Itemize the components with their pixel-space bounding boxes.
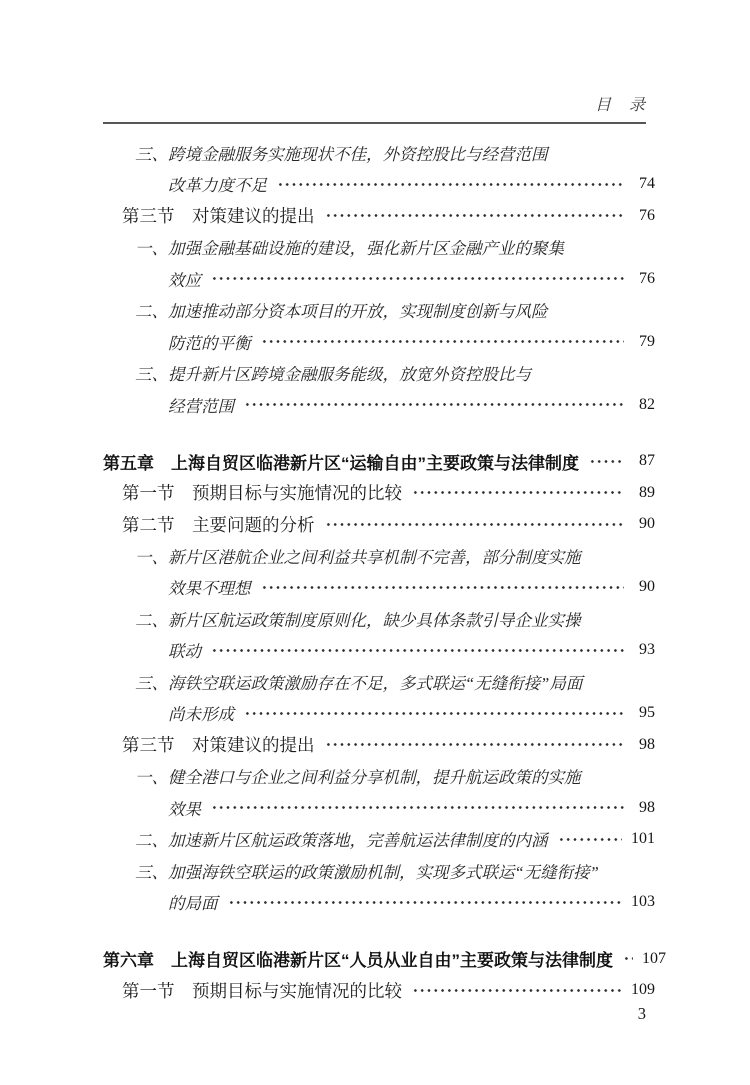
toc-page-number: 79	[639, 332, 655, 350]
dot-leader	[261, 572, 625, 604]
toc-entry-text: 第三节 对策建议的提出	[122, 735, 315, 756]
toc-page-number: 103	[631, 893, 655, 911]
toc-entry-continuation	[103, 887, 655, 919]
toc-entry	[103, 729, 655, 761]
toc-entry-chapter	[103, 446, 655, 478]
toc-entry-text: 经营范围	[168, 396, 234, 416]
toc-entry-continuation	[103, 572, 655, 604]
toc-page-number: 107	[642, 949, 666, 967]
toc-entry	[103, 824, 655, 856]
toc-entry-continuation	[103, 792, 655, 824]
toc-entry-text: 二、加速推动部分资本项目的开放，实现制度创新与风险	[135, 302, 548, 322]
dot-leader	[244, 698, 624, 730]
toc-page-number: 90	[639, 515, 655, 533]
page-header	[103, 92, 646, 124]
dot-leader	[211, 263, 624, 295]
toc-page-number: 74	[639, 175, 655, 193]
dot-leader	[558, 824, 623, 856]
toc-entry-text: 效应	[168, 270, 201, 290]
toc-entry-continuation	[103, 169, 655, 201]
toc-page-number: 90	[639, 578, 655, 596]
toc-page-number: 89	[639, 483, 655, 501]
toc-entry-text: 效果	[168, 799, 201, 819]
dot-leader	[277, 169, 624, 201]
toc-entry-continuation	[103, 389, 655, 421]
dot-leader	[412, 477, 624, 509]
toc-page-number: 101	[631, 830, 655, 848]
toc-list	[103, 137, 666, 1006]
dot-leader	[228, 887, 623, 919]
dot-leader	[325, 729, 625, 761]
toc-entry	[103, 358, 655, 390]
toc-entry-text: 第三节 对策建议的提出	[122, 206, 315, 227]
toc-entry-text: 一、健全港口与企业之间利益分享机制，提升航运政策的实施	[135, 768, 581, 788]
toc-entry-text: 效果不理想	[168, 579, 251, 599]
toc-entry	[103, 666, 655, 698]
dot-leader	[589, 446, 624, 478]
toc-entry-text: 第一节 预期目标与实施情况的比较	[122, 980, 402, 1001]
toc-entry	[103, 200, 655, 232]
header-title: 目 录	[594, 97, 646, 114]
toc-entry	[103, 509, 655, 541]
toc-entry-text: 二、新片区航运政策制度原则化，缺少具体条款引导企业实操	[135, 610, 581, 630]
toc-entry	[103, 975, 655, 1007]
toc-entry-text: 一、加强金融基础设施的建设，强化新片区金融产业的聚集	[135, 239, 564, 259]
toc-page-number: 95	[639, 704, 655, 722]
toc-page-number: 93	[639, 641, 655, 659]
dot-leader	[244, 389, 624, 421]
toc-entry-text: 第二节 主要问题的分析	[122, 514, 315, 535]
toc-page-number: 109	[631, 981, 655, 999]
toc-page-number: 82	[639, 395, 655, 413]
toc-entry-text: 第五章 上海自贸区临港新片区“运输自由”主要政策与法律制度	[103, 453, 579, 473]
toc-entry-text: 第一节 预期目标与实施情况的比较	[122, 483, 402, 504]
toc-entry-text: 第六章 上海自贸区临港新片区“人员从业自由”主要政策与法律制度	[103, 951, 613, 971]
toc-entry-text: 改革力度不足	[168, 176, 267, 196]
toc-page-number: 98	[639, 798, 655, 816]
toc-entry-text: 一、新片区港航企业之间利益共享机制不完善，部分制度实施	[135, 547, 581, 567]
dot-leader	[211, 635, 624, 667]
toc-entry	[103, 477, 655, 509]
toc-entry-continuation	[103, 635, 655, 667]
toc-page-number: 76	[639, 269, 655, 287]
dot-leader	[261, 326, 625, 358]
toc-entry-chapter	[103, 943, 666, 975]
footer-page-number: 3	[637, 1004, 646, 1023]
toc-entry-text: 三、加强海铁空联运的政策激励机制，实现多式联运“无缝衔接”	[135, 862, 599, 882]
toc-entry	[103, 540, 655, 572]
dot-leader	[412, 975, 622, 1007]
dot-leader	[325, 509, 625, 541]
toc-entry-text: 联动	[168, 642, 201, 662]
toc-entry	[103, 137, 655, 169]
toc-entry	[103, 761, 655, 793]
toc-entry-text: 的局面	[168, 894, 218, 914]
dot-leader	[325, 200, 625, 232]
toc-entry-text: 三、跨境金融服务实施现状不佳，外资控股比与经营范围	[135, 144, 548, 164]
dot-leader	[623, 943, 633, 975]
toc-entry-text: 二、加速新片区航运政策落地，完善航运法律制度的内涵	[135, 831, 548, 851]
toc-entry	[103, 295, 655, 327]
page-footer	[103, 1004, 650, 1024]
toc-entry-text: 防范的平衡	[168, 333, 251, 353]
toc-entry-continuation	[103, 263, 655, 295]
toc-page-number: 76	[639, 206, 655, 224]
toc-entry	[103, 232, 655, 264]
toc-entry	[103, 603, 655, 635]
toc-page-number: 87	[639, 452, 655, 470]
toc-entry-text: 三、海铁空联运政策激励存在不足，多式联运“无缝衔接”局面	[135, 673, 583, 693]
toc-entry	[103, 855, 655, 887]
toc-entry-text: 尚未形成	[168, 705, 234, 725]
toc-entry-continuation	[103, 698, 655, 730]
toc-entry-text: 三、提升新片区跨境金融服务能级，放宽外资控股比与	[135, 365, 531, 385]
toc-entry-continuation	[103, 326, 655, 358]
dot-leader	[211, 792, 624, 824]
toc-page-number: 98	[639, 735, 655, 753]
